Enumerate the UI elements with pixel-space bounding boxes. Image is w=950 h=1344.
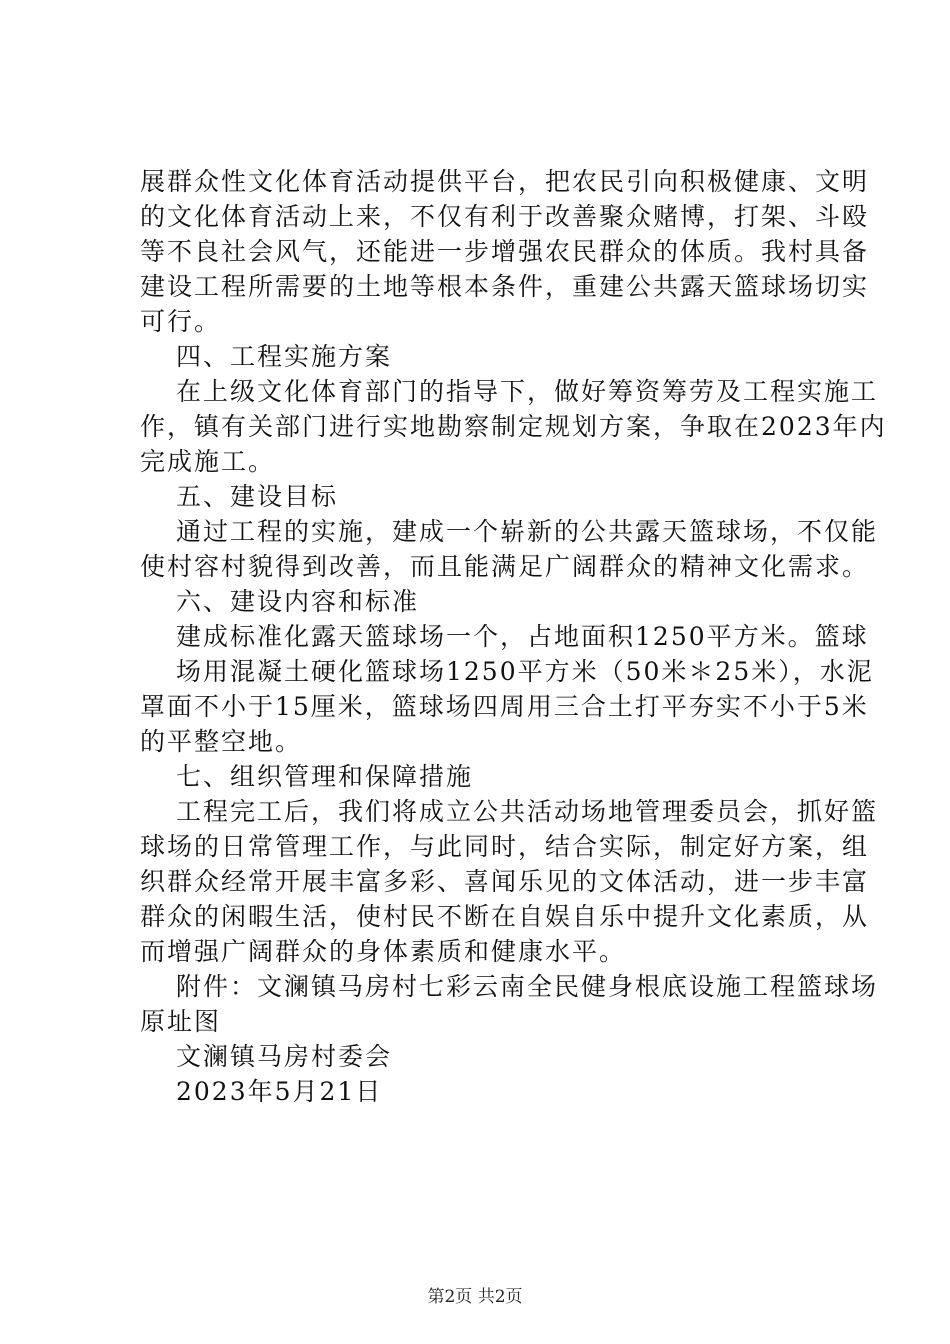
signature-org: 文澜镇马房村委会 xyxy=(176,1042,393,1071)
text-line: 作，镇有关部门进行实地勘察制定规划方案，争取在2023年内 xyxy=(140,412,887,441)
text-line: 使村容村貌得到改善，而且能满足广阔群众的精神文化需求。 xyxy=(140,552,870,581)
text-line: 通过工程的实施，建成一个崭新的公共露天篮球场，不仅能 xyxy=(176,517,879,546)
text-line: 罩面不小于15厘米，篮球场四周用三合土打平夯实不小于5米 xyxy=(140,692,869,721)
text-line: 场用混凝土硬化篮球场1250平方米（50米＊25米），水泥 xyxy=(176,657,874,686)
text-line: 建成标准化露天篮球场一个，占地面积1250平方米。篮球 xyxy=(176,622,869,651)
page-number-footer: 第2页 共2页 xyxy=(427,1287,523,1307)
signature-date: 2023年5月21日 xyxy=(176,1077,383,1106)
text-line: 而增强广阔群众的身体素质和健康水平。 xyxy=(140,937,627,966)
text-line: 可行。 xyxy=(140,307,222,336)
text-line: 展群众性文化体育活动提供平台，把农民引向积极健康、文明 xyxy=(140,167,870,196)
text-line: 建设工程所需要的土地等根本条件，重建公共露天篮球场切实 xyxy=(140,272,870,301)
text-line: 织群众经常开展丰富多彩、喜闻乐见的文体活动，进一步丰富 xyxy=(140,867,870,896)
text-line: 工程完工后，我们将成立公共活动场地管理委员会，抓好篮 xyxy=(176,797,879,826)
text-line: 的文化体育活动上来，不仅有利于改善聚众赌博，打架、斗殴 xyxy=(140,202,870,231)
text-line: 完成施工。 xyxy=(140,447,276,476)
attachment-line: 附件：文澜镇马房村七彩云南全民健身根底设施工程篮球场 xyxy=(176,972,879,1001)
text-line: 在上级文化体育部门的指导下，做好筹资筹劳及工程实施工 xyxy=(176,377,879,406)
section-heading: 四、工程实施方案 xyxy=(176,342,393,371)
text-line: 球场的日常管理工作，与此同时，结合实际，制定好方案，组 xyxy=(140,832,870,861)
text-line: 的平整空地。 xyxy=(140,727,303,756)
attachment-line: 原址图 xyxy=(140,1007,222,1036)
text-line: 群众的闲暇生活，使村民不断在自娱自乐中提升文化素质，从 xyxy=(140,902,870,931)
section-heading: 六、建设内容和标准 xyxy=(176,587,420,616)
section-heading: 七、组织管理和保障措施 xyxy=(176,762,474,791)
section-heading: 五、建设目标 xyxy=(176,482,339,511)
text-line: 等不良社会风气，还能进一步增强农民群众的体质。我村具备 xyxy=(140,237,870,266)
